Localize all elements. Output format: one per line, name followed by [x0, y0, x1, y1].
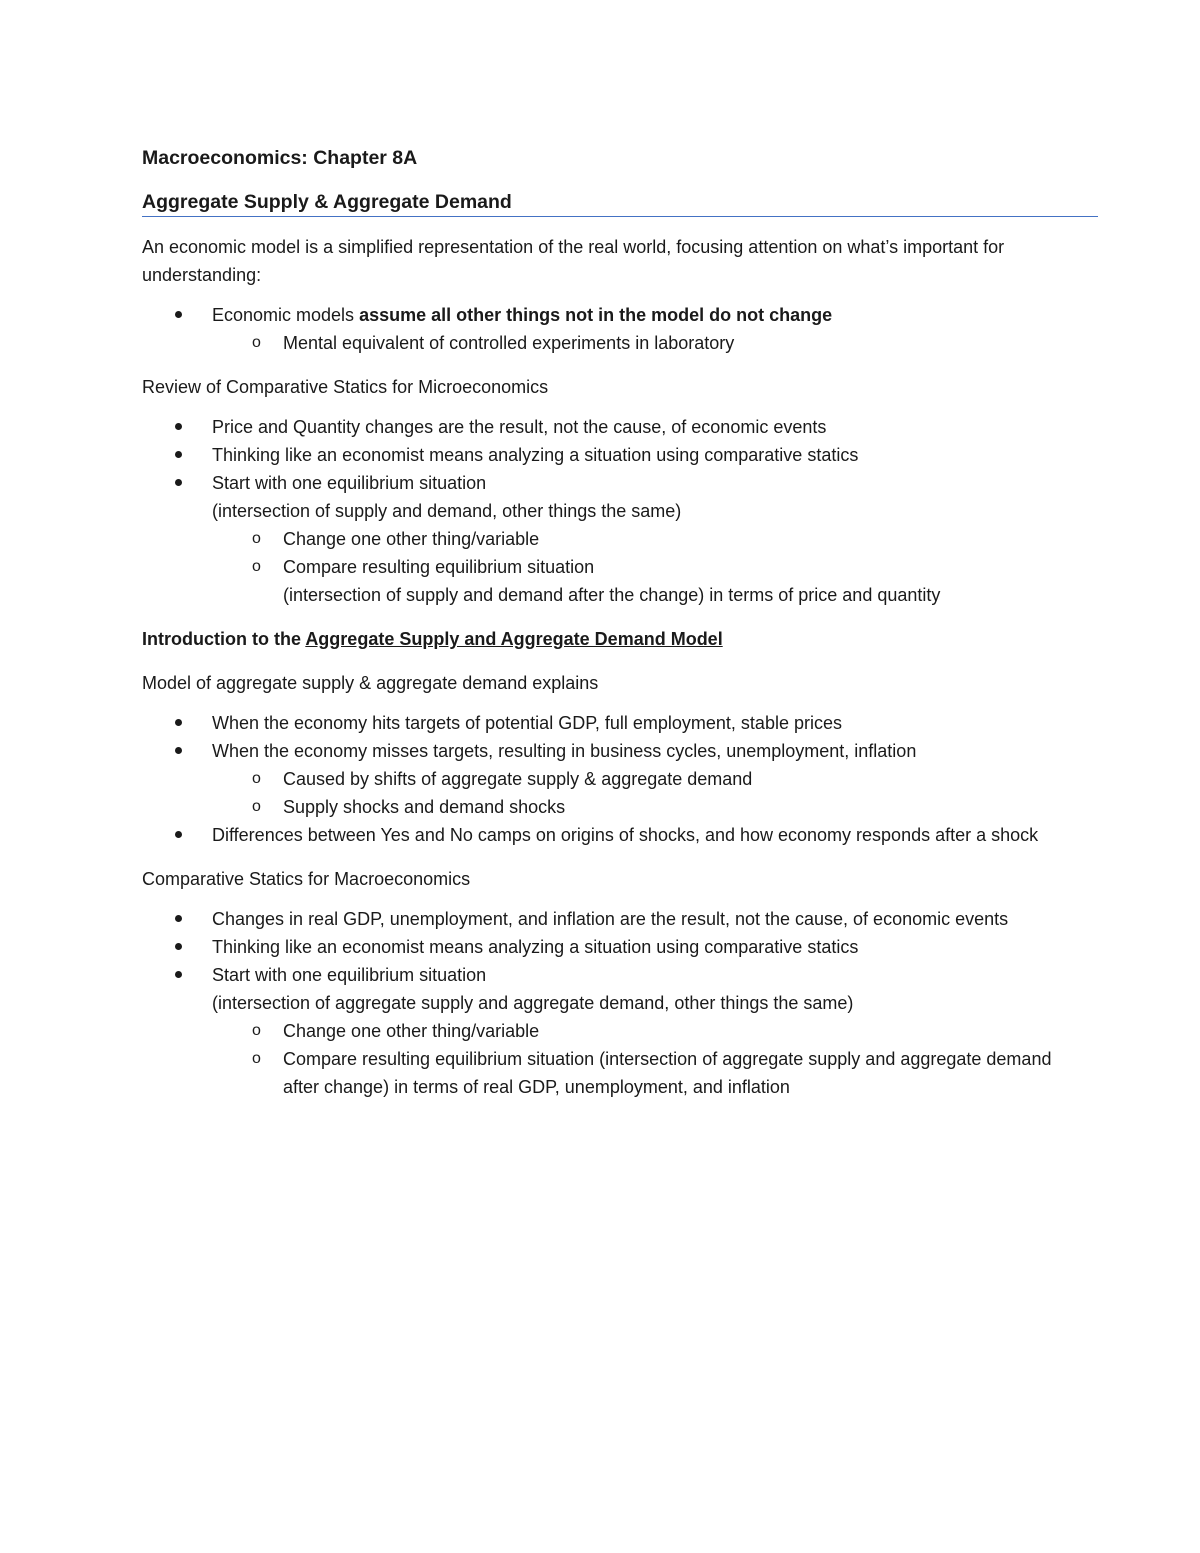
- sub-list-item: [212, 553, 1060, 609]
- list-item: [142, 441, 1060, 469]
- sub-list-item-text: Supply shocks and demand shocks: [283, 797, 566, 817]
- intro-bullet-list: [142, 301, 1060, 357]
- model-label: Model of aggregate supply & aggregate demand explains: [142, 673, 599, 693]
- sub-list-item: [212, 765, 1060, 793]
- macro-bullet-list: [142, 905, 1060, 1101]
- section-heading: Aggregate Supply & Aggregate Demand: [142, 191, 512, 213]
- list-item: [142, 821, 1060, 849]
- list-item: [142, 413, 1060, 441]
- sub-bullet-icon: o: [252, 558, 261, 575]
- list-item-text: Thinking like an economist means analyzing a situation using comparative statics: [212, 937, 859, 957]
- sub-bullet-list: [212, 765, 1060, 821]
- sub-list-item-text: Caused by shifts of aggregate supply & aggregate demand: [283, 769, 753, 789]
- list-item: [142, 961, 1060, 1101]
- heading-underline-rule: [142, 216, 1098, 217]
- list-item-bold-text: assume all other things not in the model do not change: [359, 305, 833, 325]
- list-item-text: Thinking like an economist means analyzing a situation using comparative statics: [212, 445, 859, 465]
- sub-bullet-list: [212, 329, 1060, 357]
- sub-list-item-text: Mental equivalent of controlled experiments in laboratory: [283, 333, 735, 353]
- list-item-text-line2: (intersection of supply and demand, other things the same): [212, 501, 682, 521]
- macro-label: Comparative Statics for Macroeconomics: [142, 869, 471, 889]
- review-bullet-list: [142, 413, 1060, 609]
- sub-list-item-text-line2: (intersection of supply and demand after the change) in terms of price and quantity: [283, 585, 941, 605]
- bullet-icon: [175, 311, 182, 318]
- sub-list-item: [212, 525, 1060, 553]
- sub-list-item-text: Change one other thing/variable: [283, 529, 540, 549]
- list-item: [142, 737, 1060, 821]
- list-item: [142, 301, 1060, 357]
- sub-list-item: [212, 1017, 1060, 1045]
- list-item: [142, 933, 1060, 961]
- list-item: [142, 709, 1060, 737]
- bullet-icon: [175, 451, 182, 458]
- sub-bullet-list: [212, 525, 1060, 609]
- list-item-text-line2: (intersection of aggregate supply and aggregate demand, other things the same): [212, 993, 854, 1013]
- sub-bullet-icon: o: [252, 530, 261, 547]
- bullet-icon: [175, 831, 182, 838]
- sub-bullet-icon: o: [252, 1050, 261, 1067]
- model-intro-underlined: Aggregate Supply and Aggregate Demand Model: [305, 629, 723, 649]
- model-intro-prefix: Introduction to the: [142, 629, 306, 649]
- list-item-text: Start with one equilibrium situation: [212, 965, 487, 985]
- list-item: [142, 469, 1060, 609]
- sub-list-item: [212, 1045, 1060, 1101]
- document-title: Macroeconomics: Chapter 8A: [142, 147, 418, 169]
- list-item-text: Start with one equilibrium situation: [212, 473, 487, 493]
- list-item-text: Price and Quantity changes are the result, not the cause, of economic events: [212, 417, 827, 437]
- intro-paragraph: An economic model is a simplified representation of the real world, focusing attention on what’s important for understanding:: [142, 237, 1005, 285]
- sub-bullet-icon: o: [252, 770, 261, 787]
- bullet-icon: [175, 719, 182, 726]
- model-intro-heading: [142, 625, 1060, 653]
- bullet-icon: [175, 479, 182, 486]
- review-label: Review of Comparative Statics for Microeconomics: [142, 377, 549, 397]
- model-bullet-list: [142, 709, 1060, 849]
- bullet-icon: [175, 747, 182, 754]
- section-heading-wrap: [142, 189, 1060, 219]
- list-item-text: Changes in real GDP, unemployment, and inflation are the result, not the cause, of economic events: [212, 909, 1009, 929]
- list-item-text: When the economy misses targets, resulting in business cycles, unemployment, inflation: [212, 741, 917, 761]
- sub-bullet-icon: o: [252, 1022, 261, 1039]
- sub-list-item-text: Compare resulting equilibrium situation: [283, 557, 595, 577]
- list-item-text: Differences between Yes and No camps on origins of shocks, and how economy responds after a shock: [212, 825, 1039, 845]
- list-item-text: When the economy hits targets of potential GDP, full employment, stable prices: [212, 713, 842, 733]
- bullet-icon: [175, 423, 182, 430]
- bullet-icon: [175, 971, 182, 978]
- bullet-icon: [175, 915, 182, 922]
- list-item: [142, 905, 1060, 933]
- sub-list-item: [212, 329, 1060, 357]
- list-item-text: Economic models: [212, 305, 360, 325]
- sub-bullet-icon: o: [252, 334, 261, 351]
- sub-bullet-list: [212, 1017, 1060, 1101]
- sub-list-item: [212, 793, 1060, 821]
- sub-bullet-icon: o: [252, 798, 261, 815]
- bullet-icon: [175, 943, 182, 950]
- sub-list-item-text: Change one other thing/variable: [283, 1021, 540, 1041]
- sub-list-item-text: Compare resulting equilibrium situation (intersection of aggregate supply and aggregate demand after change) in terms of real GDP, unemployment, and inflation: [283, 1049, 1052, 1097]
